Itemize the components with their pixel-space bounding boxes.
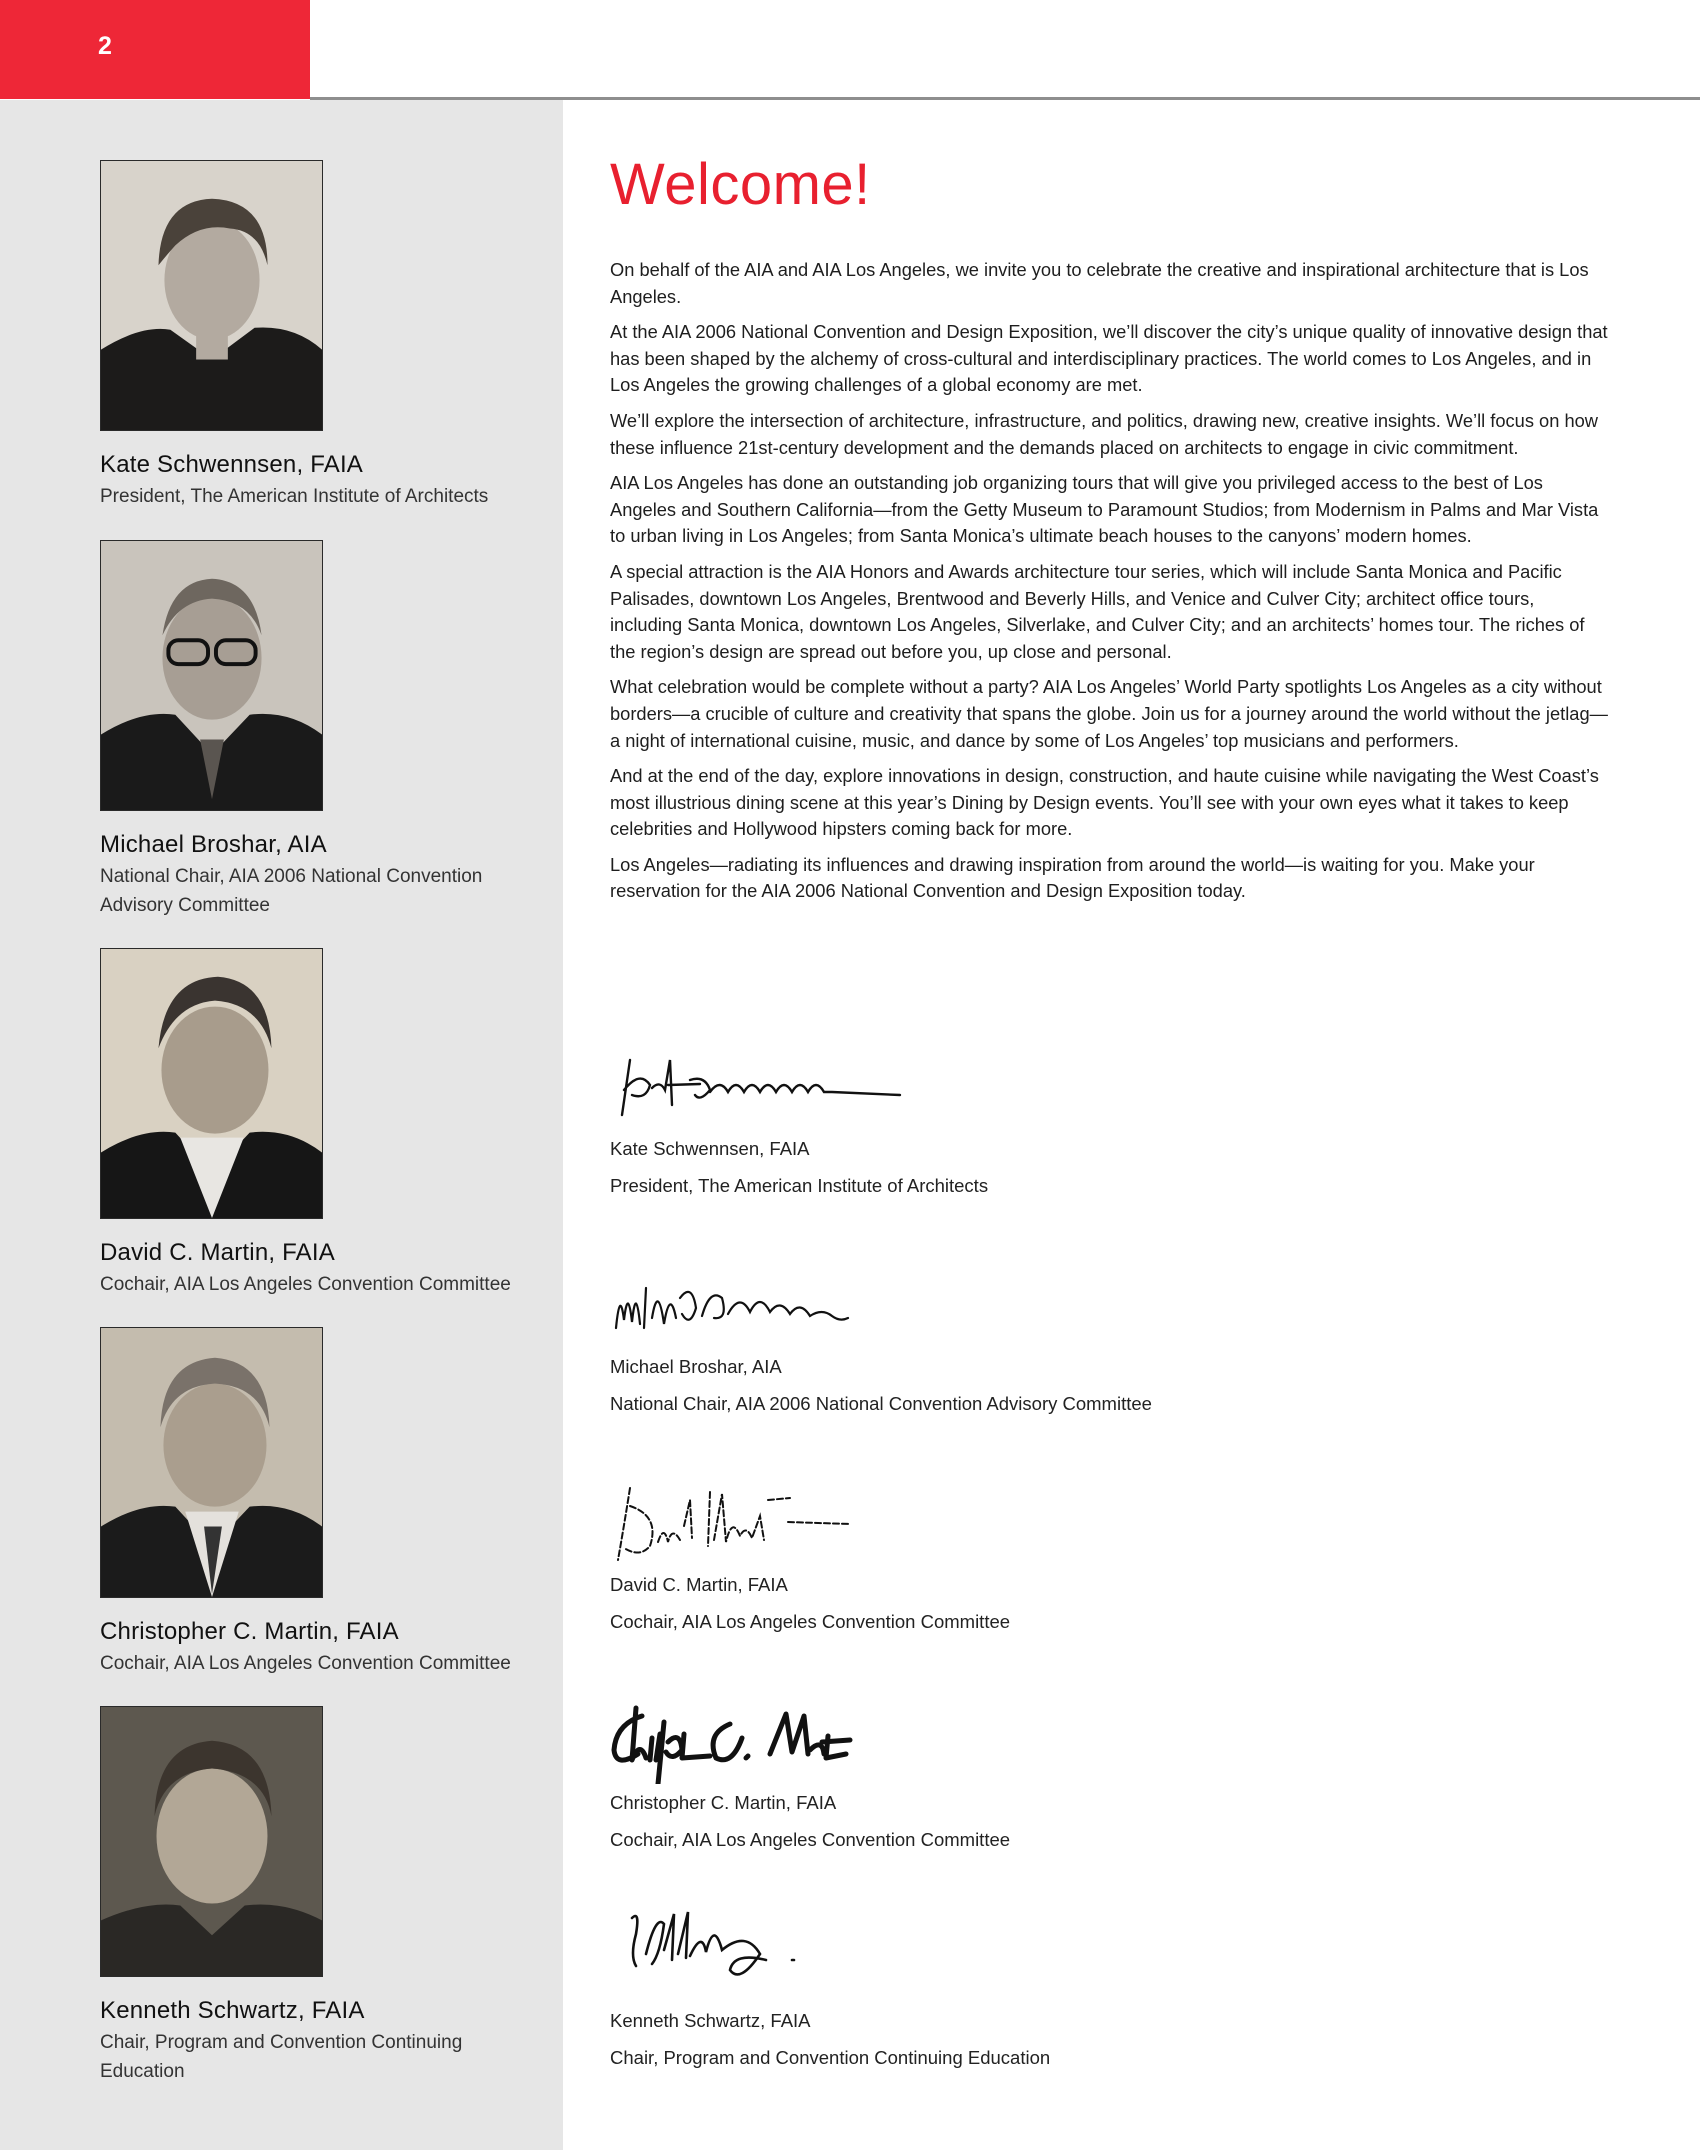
page-number: 2 [98,32,112,60]
signatory-name: Kate Schwennsen, FAIA [610,1138,810,1159]
letter-paragraph: A special attraction is the AIA Honors and Awards architecture tour series, which will include Santa Monica and Pacific Palisades, downtown Los Angeles, Brentwood and Beverly Hills, and Venice and Culver City; architect office tours, including Santa Monica, downtown Los Angeles, Silverlake, and Culver City; and an architects’ homes tour. The riches of the region’s design are spread out before you, up close and personal. [610,560,1585,662]
letter-paragraph: On behalf of the AIA and AIA Los Angeles, we invite you to celebrate the creative and inspirational architecture that is Los Angeles. [610,259,1589,307]
portrait-photo-christopher-martin [100,1327,323,1598]
person-title: Cochair, AIA Los Angeles Convention Committee [100,1653,511,1674]
signature-image [610,1694,1010,1786]
letter-paragraph: At the AIA 2006 National Convention and Design Exposition, we’ll discover the city’s unique quality of innovative design that has been shaped by the alchemy of cross-cultural and interdisciplinary practices. The world comes to Los Angeles, and in Los Angeles the growing challenges of a global economy are met. [610,321,1608,396]
person-title: National Chair, AIA 2006 National Convention Advisory Committee [100,866,483,916]
portrait-photo-kenneth-schwartz [100,1706,323,1977]
person-card-david-martin [100,948,540,1299]
signature-block-kate-schwennsen [610,1040,1310,1199]
person-name: Michael Broshar, AIA [100,831,327,858]
letter-paragraph: We’ll explore the intersection of architecture, infrastructure, and politics, drawing new, creative insights. We’ll focus on how these influence 21st-century development and the demands placed on architects to engage in civic commitment. [610,409,1598,458]
letter-body [610,257,1610,905]
signature-image [610,1894,1010,2004]
signatory-title: Chair, Program and Convention Continuing Education [610,2047,1051,2068]
signatory-name: David C. Martin, FAIA [610,1574,788,1595]
letter-paragraph: And at the end of the day, explore innovations in design, construction, and haute cuisine while navigating the West Coast’s most illustrious dining scene at this year’s Dining by Design events. You’ll see with your own eyes what it takes to keep celebrities and Hollywood hipsters coming back for more. [610,765,1599,840]
letter-paragraph: What celebration would be complete without a party? AIA Los Angeles’ World Party spotlights Los Angeles as a city without borders—a crucible of culture and creativity that spans the globe. Join us for a journey around the world without the jetlag—a night of international cuisine, music, and dance by some of Los Angeles’ top musicians and performers. [610,676,1608,751]
signature-image [610,1258,1010,1350]
portrait-photo-david-martin [100,948,323,1219]
signature-block-david-martin [610,1476,1310,1635]
person-name: Kate Schwennsen, FAIA [100,451,364,478]
page-title: Welcome! [610,152,871,217]
sidebar-portraits [0,100,563,2150]
person-name: Christopher C. Martin, FAIA [100,1618,399,1645]
signatory-name: Kenneth Schwartz, FAIA [610,2010,811,2031]
page-number-tab [0,0,310,99]
signatory-name: Christopher C. Martin, FAIA [610,1792,837,1813]
portrait-photo-kate-schwennsen [100,160,323,431]
person-card-kenneth-schwartz [100,1706,540,2086]
person-card-kate-schwennsen [100,160,540,511]
signature-block-kenneth-schwartz [610,1894,1310,2071]
person-card-christopher-martin [100,1327,540,1678]
letter-paragraph: AIA Los Angeles has done an outstanding job organizing tours that will give you privileged access to the best of Los Angeles and Southern California—from the Getty Museum to Paramount Studios; from Modernism in Palms and Mar Vista to urban living in Los Angeles; from Santa Monica’s ultimate beach houses to the canyons’ modern homes. [610,472,1599,547]
signatory-title: Cochair, AIA Los Angeles Convention Committee [610,1611,1011,1632]
portrait-photo-michael-broshar [100,540,323,811]
person-name: David C. Martin, FAIA [100,1239,335,1266]
person-card-michael-broshar [100,540,540,920]
person-title: President, The American Institute of Architects [100,486,489,507]
page-header [0,0,1700,99]
signatory-title: President, The American Institute of Architects [610,1175,989,1196]
signature-block-michael-broshar [610,1258,1310,1417]
signatory-name: Michael Broshar, AIA [610,1356,782,1377]
person-name: Kenneth Schwartz, FAIA [100,1997,365,2024]
signature-image [610,1476,1010,1568]
signatory-title: Cochair, AIA Los Angeles Convention Committee [610,1829,1011,1850]
person-title: Chair, Program and Convention Continuing Education [100,2032,463,2082]
letter-paragraph: Los Angeles—radiating its influences and drawing inspiration from around the world—is waiting for you. Make your reservation for the AIA 2006 National Convention and Design Exposition today. [610,853,1535,902]
signature-block-christopher-martin [610,1694,1310,1853]
signature-image [610,1040,1010,1132]
welcome-letter [610,150,1610,914]
signatory-title: National Chair, AIA 2006 National Convention Advisory Committee [610,1393,1152,1414]
person-title: Cochair, AIA Los Angeles Convention Committee [100,1274,511,1295]
